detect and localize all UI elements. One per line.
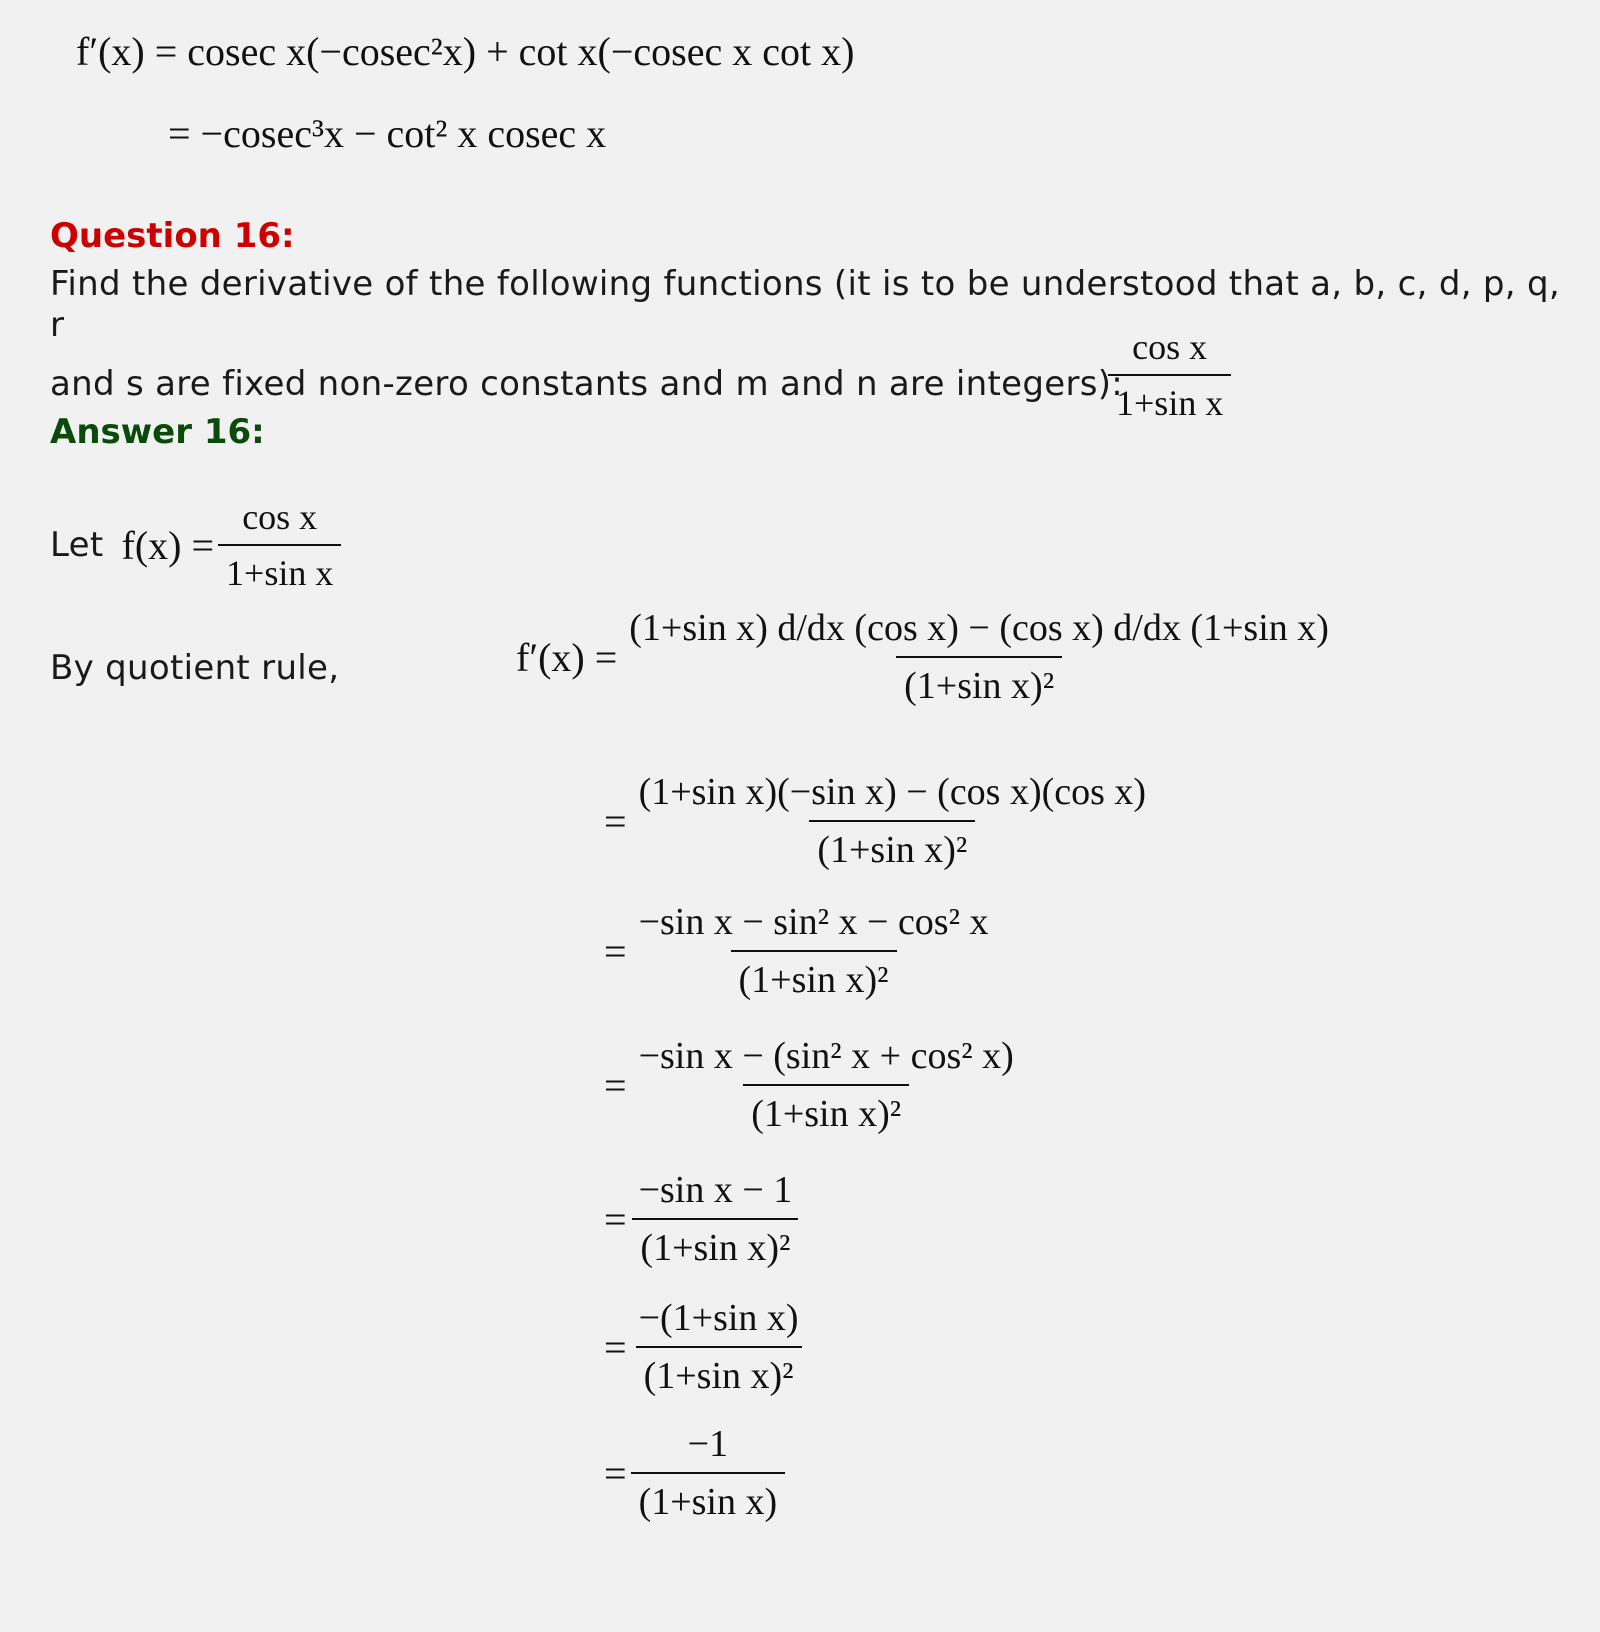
step-6-lhs: = <box>604 1324 627 1370</box>
let-lhs: f(x) = <box>121 522 215 568</box>
question-heading: Question 16: <box>50 216 295 256</box>
let-definition <box>50 496 341 594</box>
step-4 <box>604 1034 1022 1136</box>
step-3 <box>604 900 997 1002</box>
let-word: Let <box>50 524 104 565</box>
step-7-lhs: = <box>604 1450 627 1496</box>
step-1-denominator: (1+sin x)² <box>896 656 1062 708</box>
question-text-line-1: Find the derivative of the following functions (it is to be understood that a, b, c, d, p, q, r <box>50 264 1561 345</box>
step-7-numerator: −1 <box>687 1423 729 1465</box>
step-3-numerator: −sin x − sin² x − cos² x <box>638 901 989 943</box>
question-function-numerator: cos x <box>1132 327 1208 367</box>
question-text-line-2: and s are fixed non-zero constants and m and n are integers): <box>50 364 1124 404</box>
step-3-lhs: = <box>604 928 627 974</box>
step-1 <box>516 606 1337 708</box>
prev-derivative-line-2: = −cosec³x − cot² x cosec x <box>168 111 607 156</box>
step-2 <box>604 770 1154 872</box>
step-4-numerator: −sin x − (sin² x + cos² x) <box>638 1035 1014 1077</box>
step-5-denominator: (1+sin x)² <box>632 1218 798 1270</box>
quotient-rule-text: By quotient rule, <box>50 648 340 688</box>
let-numerator: cos x <box>242 497 318 537</box>
let-denominator: 1+sin x <box>218 544 341 594</box>
question-function-denominator: 1+sin x <box>1108 374 1231 424</box>
step-2-denominator: (1+sin x)² <box>809 820 975 872</box>
step-4-lhs: = <box>604 1062 627 1108</box>
step-6 <box>604 1296 807 1398</box>
step-5 <box>604 1168 800 1270</box>
step-6-denominator: (1+sin x)² <box>636 1346 802 1398</box>
step-2-numerator: (1+sin x)(−sin x) − (cos x)(cos x) <box>638 771 1147 813</box>
step-1-numerator: (1+sin x) d/dx (cos x) − (cos x) d/dx (1+sin x) <box>629 607 1329 649</box>
step-7 <box>604 1422 785 1524</box>
step-6-numerator: −(1+sin x) <box>638 1297 799 1339</box>
prev-derivative-line-1: f′(x) = cosec x(−cosec²x) + cot x(−cosec x cot x) <box>76 29 855 74</box>
question-function <box>1108 326 1231 424</box>
step-5-lhs: = <box>604 1196 627 1242</box>
step-7-denominator: (1+sin x) <box>631 1472 786 1524</box>
step-1-lhs: f′(x) = <box>516 634 618 680</box>
step-5-numerator: −sin x − 1 <box>638 1169 793 1211</box>
answer-heading: Answer 16: <box>50 412 265 452</box>
step-4-denominator: (1+sin x)² <box>743 1084 909 1136</box>
step-2-lhs: = <box>604 798 627 844</box>
step-3-denominator: (1+sin x)² <box>731 950 897 1002</box>
